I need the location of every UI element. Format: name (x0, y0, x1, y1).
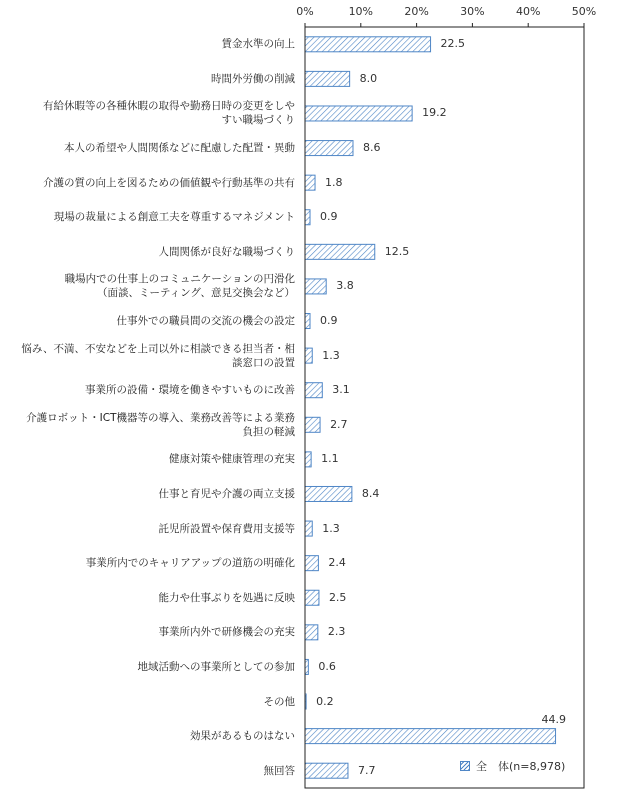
category-label (5, 141, 295, 155)
category-label-line: 介護ロボット・ICT機器等の導入、業務改善等による業務 (26, 411, 295, 424)
category-label-line: 事業所内外で研修機会の充実 (158, 626, 295, 639)
value-label: 19.2 (422, 106, 447, 120)
bar (305, 521, 312, 536)
category-label (5, 37, 295, 51)
category-label-line: 効果があるものはない (190, 730, 295, 743)
category-label-line: 無回答 (263, 764, 295, 777)
bar (305, 210, 310, 225)
category-label-line: 本人の希望や人間関係などに配慮した配置・異動 (64, 142, 295, 155)
category-label (5, 176, 295, 190)
bar (305, 763, 348, 778)
category-label-line: 介護の質の向上を図るための価値観や行動基準の共有 (43, 176, 295, 189)
value-label: 8.0 (359, 71, 378, 85)
value-label: 3.8 (336, 279, 354, 293)
bar (305, 383, 322, 398)
bar (305, 279, 326, 294)
bar (305, 486, 352, 501)
category-label (5, 411, 295, 439)
category-label (5, 660, 295, 674)
value-label: 2.7 (330, 417, 348, 431)
category-label (5, 245, 295, 259)
category-label-line: 仕事と育児や介護の両立支援 (158, 487, 295, 500)
category-label-line: 事業所内でのキャリアアップの道筋の明確化 (85, 557, 295, 570)
category-label (5, 314, 295, 328)
legend-swatch (460, 761, 470, 771)
bar (305, 590, 319, 605)
category-label (5, 764, 295, 778)
bar (305, 106, 412, 121)
bar (305, 417, 320, 432)
legend-label: 全 体(n=8,978) (476, 760, 566, 773)
category-label-line: 事業所の設備・環境を働きやすいものに改善 (85, 384, 295, 397)
x-tick-label: 50% (571, 5, 597, 18)
bar (305, 71, 350, 86)
x-tick-label: 10% (348, 5, 374, 18)
value-label: 2.3 (327, 625, 346, 639)
category-label-line: 悩み、不満、不安などを上司以外に相談できる担当者・相 (21, 342, 295, 355)
value-label: 0.9 (320, 210, 338, 224)
category-label (5, 695, 295, 709)
legend (460, 758, 565, 774)
category-label-line: 談窓口の設置 (232, 356, 295, 369)
x-tick-label: 20% (404, 5, 429, 18)
category-label (5, 342, 295, 370)
category-label-line: 能力や仕事ぶりを処遇に反映 (158, 591, 295, 604)
category-label-line: （面談、ミーティング、意見交換会など） (96, 287, 295, 300)
value-label: 8.6 (362, 141, 381, 155)
bar (305, 141, 353, 156)
category-label (5, 383, 295, 397)
value-label: 1.1 (321, 452, 339, 466)
category-label-line: 人間関係が良好な職場づくり (158, 245, 295, 258)
category-label (5, 487, 295, 501)
bar (305, 244, 375, 259)
bar (305, 452, 311, 467)
x-tick-label: 0% (296, 5, 314, 18)
category-label-line: 負担の軽減 (242, 425, 295, 438)
value-label: 2.4 (328, 556, 346, 570)
value-label: 22.5 (440, 37, 466, 51)
category-label (5, 272, 295, 300)
category-label-line: すい職場づくり (221, 114, 295, 127)
category-label (5, 210, 295, 224)
category-label (5, 452, 295, 466)
category-label-line: 託児所設置や保育費用支援等 (158, 522, 295, 535)
value-label: 3.1 (332, 383, 350, 397)
category-label (5, 591, 295, 605)
bar (305, 175, 315, 190)
value-label: 44.9 (541, 712, 567, 726)
x-tick-label: 30% (460, 5, 485, 18)
category-label (5, 99, 295, 127)
category-label (5, 522, 295, 536)
category-label (5, 729, 295, 743)
bar (305, 556, 318, 571)
category-label-line: 仕事外での職員間の交流の機会の設定 (116, 315, 295, 328)
value-label: 1.8 (325, 175, 343, 189)
bar (305, 659, 308, 674)
value-label: 7.7 (357, 763, 376, 777)
bar (305, 625, 318, 640)
value-label: 0.6 (318, 659, 336, 673)
category-label (5, 72, 295, 86)
bar (305, 37, 431, 52)
bar (305, 729, 556, 744)
category-label-line: 賃金水準の向上 (221, 38, 295, 51)
value-label: 1.3 (322, 348, 340, 362)
value-label: 12.5 (384, 244, 410, 258)
category-label-line: 有給休暇等の各種休暇の取得や勤務日時の変更をしや (43, 100, 295, 113)
value-label: 2.5 (328, 590, 347, 604)
x-tick-label: 40% (515, 5, 541, 18)
bar (305, 314, 310, 329)
category-label-line: 職場内での仕事上のコミュニケーションの円滑化 (64, 273, 295, 286)
value-label: 1.3 (322, 521, 340, 535)
category-label-line: その他 (263, 695, 295, 708)
category-label (5, 625, 295, 639)
value-label: 8.4 (361, 486, 380, 500)
category-label-line: 現場の裁量による創意工夫を尊重するマネジメント (53, 211, 295, 224)
bar (305, 348, 312, 363)
value-label: 0.2 (316, 694, 334, 708)
category-label-line: 時間外労働の削減 (211, 72, 295, 85)
value-label: 0.9 (320, 314, 338, 328)
category-label-line: 地域活動への事業所としての参加 (137, 660, 295, 673)
category-label (5, 556, 295, 570)
category-label-line: 健康対策や健康管理の充実 (169, 453, 295, 466)
